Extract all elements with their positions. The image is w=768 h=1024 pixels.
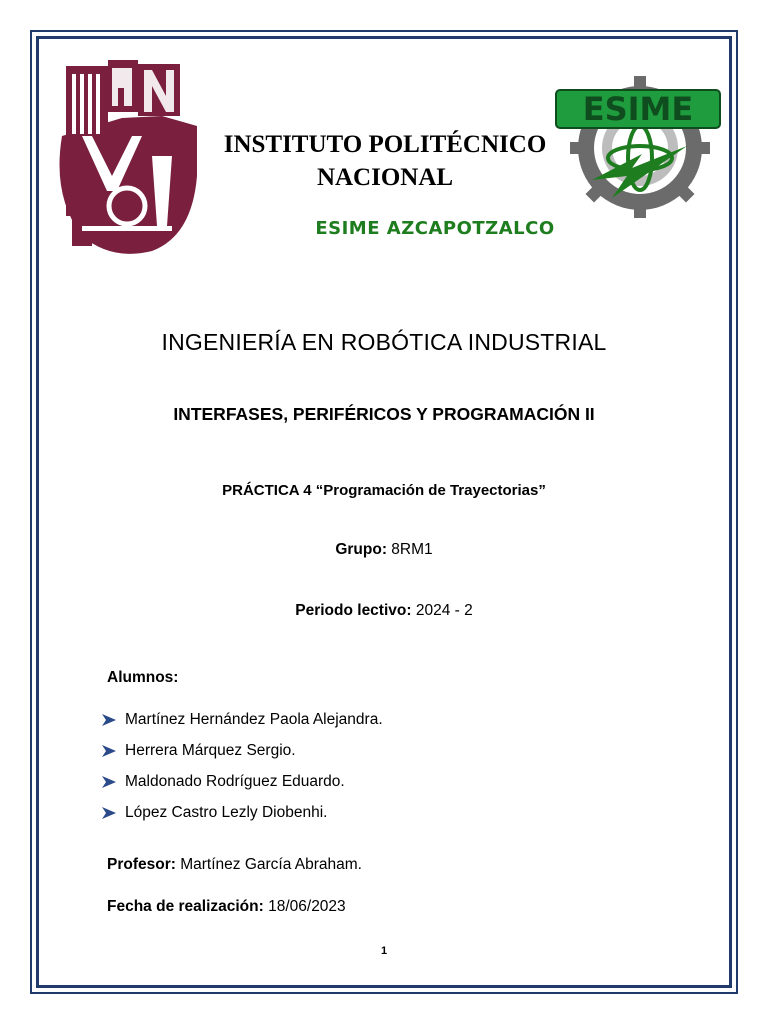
esime-logo-text: ESIME (582, 90, 694, 128)
institution-line-2: NACIONAL (316, 164, 454, 191)
date-line (107, 898, 346, 916)
practice-title: PRÁCTICA 4 “Programación de Trayectorias” (222, 482, 546, 499)
professor-value: Martínez García Abraham. (180, 856, 362, 873)
arrow-bullet-icon (100, 806, 118, 820)
student-name: Herrera Márquez Sergio. (125, 741, 296, 759)
list-item (100, 735, 383, 766)
students-label: Alumnos: (107, 669, 179, 686)
subject-title: INTERFASES, PERIFÉRICOS Y PROGRAMACIÓN II (173, 404, 595, 424)
student-list (100, 704, 383, 828)
period-line (40, 602, 728, 620)
date-value: 18/06/2023 (268, 898, 346, 915)
arrow-bullet-icon (100, 775, 118, 789)
student-name: López Castro Lezly Diobenhi. (125, 803, 328, 821)
esime-logo (552, 58, 724, 218)
institution-line-1: INSTITUTO POLITÉCNICO (223, 131, 547, 158)
arrow-bullet-icon (100, 744, 118, 758)
institution-title (200, 128, 570, 194)
student-name: Maldonado Rodríguez Eduardo. (125, 772, 345, 790)
professor-line (107, 856, 362, 874)
list-item (100, 766, 383, 797)
date-label: Fecha de realización: (107, 898, 264, 915)
list-item (100, 704, 383, 735)
student-name: Martínez Hernández Paola Alejandra. (125, 710, 383, 728)
ipn-logo (52, 56, 202, 270)
career-title: INGENIERÍA EN ROBÓTICA INDUSTRIAL (161, 329, 607, 355)
period-label: Periodo lectivo: (295, 602, 412, 619)
group-value: 8RM1 (391, 541, 433, 558)
group-line (40, 541, 728, 559)
period-value: 2024 - 2 (415, 602, 473, 619)
list-item (100, 797, 383, 828)
group-label: Grupo: (335, 541, 387, 558)
professor-label: Profesor: (107, 856, 176, 873)
page-number: 1 (380, 945, 388, 957)
school-name: ESIME AZCAPOTZALCO (315, 218, 555, 239)
arrow-bullet-icon (100, 713, 118, 727)
